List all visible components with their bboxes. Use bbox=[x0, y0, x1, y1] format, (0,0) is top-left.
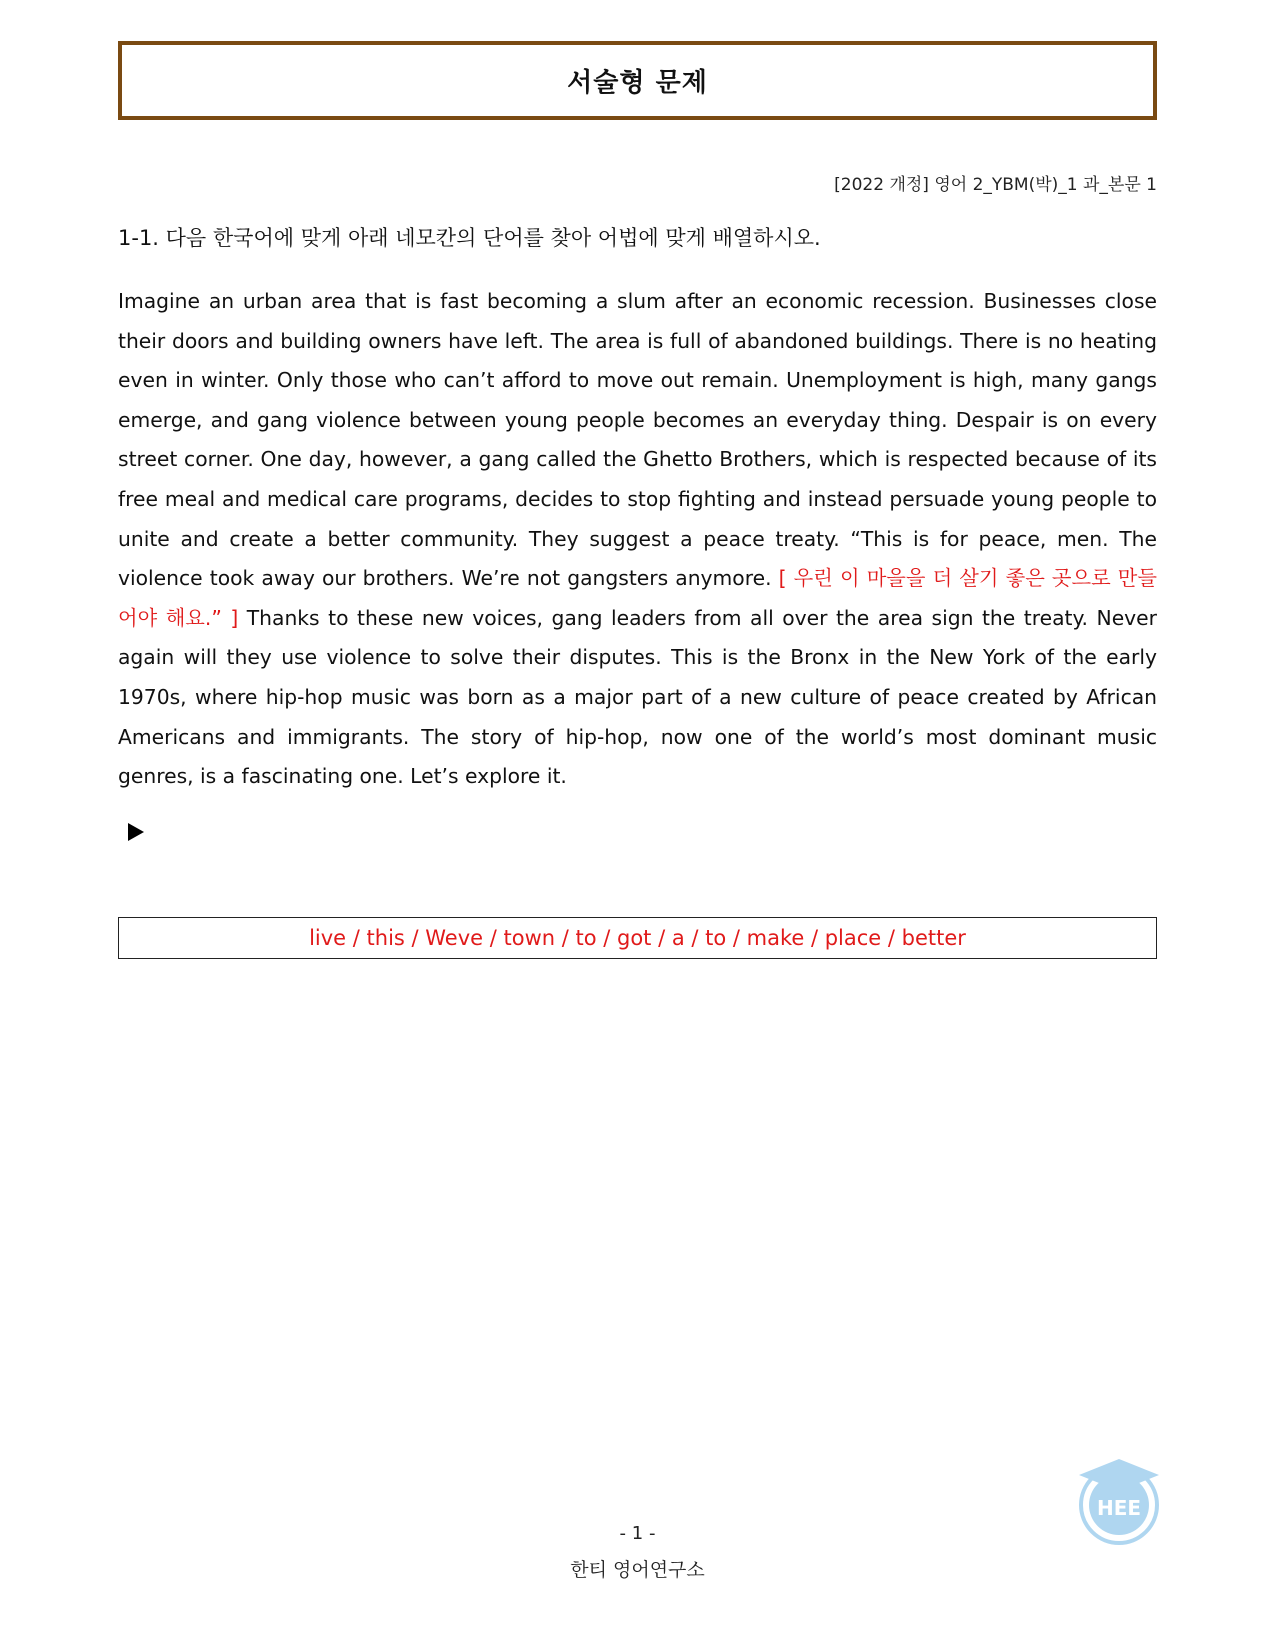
footer-organization: 한티 영어연구소 bbox=[570, 1559, 705, 1581]
passage-highlight: [ 우린 이 마을을 더 살기 좋은 곳으로 만들어야 해요.” ] bbox=[118, 566, 1157, 630]
word-bank-text: live / this / Weve / town / to / got / a / to / make / place / better bbox=[309, 926, 966, 950]
source-line: [2022 개정] 영어 2_YBM(박)_1 과_본문 1 bbox=[834, 175, 1157, 195]
title-box bbox=[118, 41, 1157, 120]
passage-text-before: Imagine an urban area that is fast becoming a slum after an economic recession. Businesses close their doors and building owners have left. The area is full of abandoned buildings. There is no heating even in winter. Only those who can’t afford to move out remain. Unemployment is high, many gangs emerge, and gang violence between young people becomes an everyday thing. Despair is on every street corner. One day, however, a gang called the Ghetto Brothers, which is respected because of its free meal and medical care programs, decides to stop fighting and instead persuade young people to unite and create a better community. They suggest a peace treaty. “This is for peace, men. The violence took away our brothers. We’re not gangsters anymore. bbox=[118, 289, 1157, 591]
page-title: 서술형 문제 bbox=[567, 68, 708, 98]
page-number: - 1 - bbox=[619, 1523, 656, 1544]
word-bank-box bbox=[118, 917, 1157, 959]
passage-text-after: Thanks to these new voices, gang leaders from all over the area sign the treaty. Never again will they use violence to solve their disputes. This is the Bronx in the New York of the early 1970s, where hip-hop music was born as a major part of a new culture of peace created by African Americans and immigrants. The story of hip-hop, now one of the world’s most dominant music genres, is a fascinating one. Let’s explore it. bbox=[118, 605, 1157, 789]
passage bbox=[118, 282, 1157, 797]
logo-text: HEE bbox=[1096, 1496, 1142, 1520]
question-prompt: 1-1. 다음 한국어에 맞게 아래 네모칸의 단어를 찾아 어법에 맞게 배열하시오. bbox=[118, 226, 821, 250]
triangle-right-icon bbox=[128, 823, 144, 841]
